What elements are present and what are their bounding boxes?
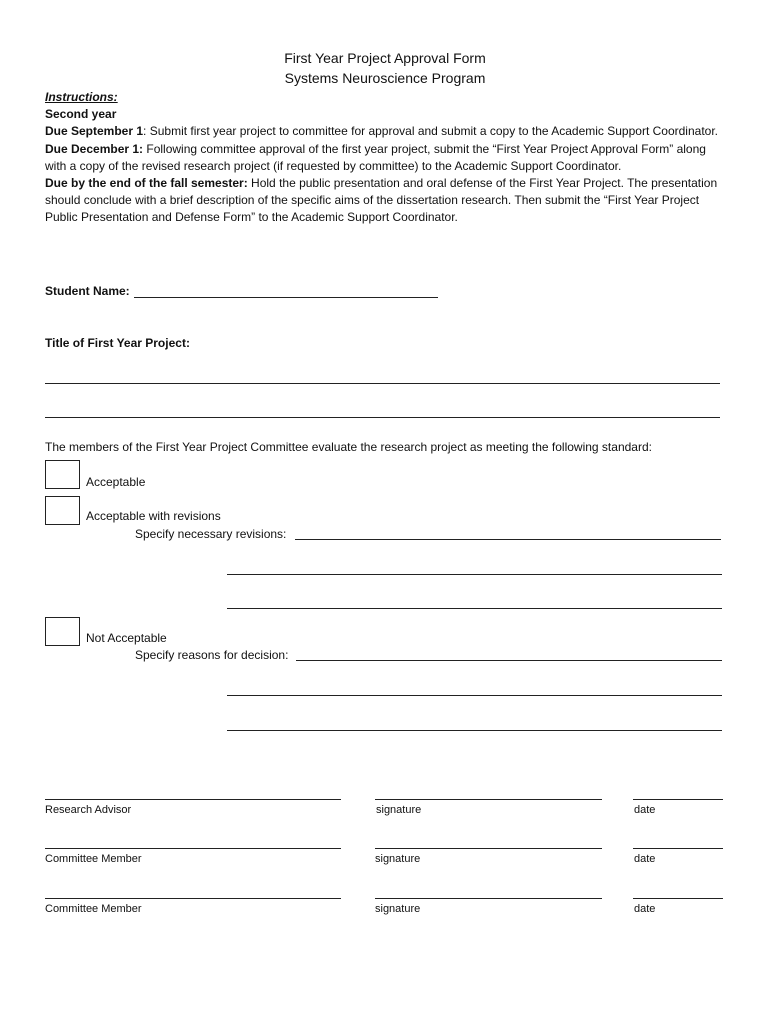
revisions-label: Specify necessary revisions: [135, 527, 287, 541]
not-acceptable-label: Not Acceptable [86, 631, 167, 645]
due-fall-paragraph [45, 175, 725, 227]
revisions-line-2[interactable] [227, 574, 722, 575]
advisor-signature-line[interactable] [375, 799, 602, 800]
member1-signature-line[interactable] [375, 848, 602, 849]
program-subtitle: Systems Neuroscience Program [284, 70, 486, 86]
member1-role-label: Committee Member [45, 853, 142, 865]
member2-role-label: Committee Member [45, 903, 142, 915]
member1-name-line[interactable] [45, 848, 341, 849]
due-december-text: Following committee approval of the first year project, submit the “First Year Project Approval Form” along with a copy of the revised research project (if requested by committee) to the Academic Support Coordinator. [45, 141, 706, 173]
not-acceptable-checkbox[interactable] [45, 617, 80, 646]
member2-date-label: date [634, 903, 656, 915]
project-title-line-1[interactable] [45, 383, 720, 384]
member1-date-line[interactable] [633, 848, 723, 849]
second-year-heading: Second year [45, 107, 117, 122]
due-fall-text: Hold the public presentation and oral defense of the First Year Project. The presentation should conclude with a brief description of the specific aims of the dissertation research. Then submit the “First Year Project Public Presentation and Defense Form” to the Academic Support Coordinator. [45, 176, 718, 225]
reasons-label: Specify reasons for decision: [135, 648, 289, 662]
due-december-paragraph [45, 141, 725, 175]
member2-name-line[interactable] [45, 898, 341, 899]
member1-signature-label: signature [375, 853, 421, 865]
project-title-label: Title of First Year Project: [45, 336, 190, 350]
due-september-paragraph [45, 123, 725, 140]
acceptable-with-revisions-label: Acceptable with revisions [86, 509, 221, 523]
acceptable-checkbox[interactable] [45, 460, 80, 489]
advisor-date-line[interactable] [633, 799, 723, 800]
student-name-field[interactable] [134, 297, 438, 298]
acceptable-label: Acceptable [86, 475, 146, 489]
due-fall-label: Due by the end of the fall semester: [45, 176, 248, 191]
student-name-label: Student Name: [45, 284, 130, 298]
project-title-line-2[interactable] [45, 417, 720, 418]
advisor-role-label: Research Advisor [45, 804, 132, 816]
due-september-text: : Submit first year project to committee for approval and submit a copy to the Academic Support Coordinator. [143, 124, 718, 139]
member2-signature-line[interactable] [375, 898, 602, 899]
member1-date-label: date [634, 853, 656, 865]
evaluation-intro: The members of the First Year Project Committee evaluate the research project as meeting the following standard: [45, 440, 652, 454]
revisions-line-1[interactable] [295, 539, 721, 540]
member2-date-line[interactable] [633, 898, 723, 899]
instructions-block [45, 89, 725, 227]
instructions-heading: Instructions: [45, 90, 118, 104]
due-december-label: Due December 1: [45, 141, 144, 156]
reasons-line-1[interactable] [296, 660, 722, 661]
revisions-line-3[interactable] [227, 608, 722, 609]
advisor-name-line[interactable] [45, 799, 341, 800]
reasons-line-3[interactable] [227, 730, 722, 731]
advisor-date-label: date [634, 804, 656, 816]
member2-signature-label: signature [375, 903, 421, 915]
acceptable-with-revisions-checkbox[interactable] [45, 496, 80, 525]
form-title: First Year Project Approval Form [284, 50, 486, 66]
advisor-signature-label: signature [376, 804, 422, 816]
due-september-label: Due September 1 [45, 124, 144, 139]
reasons-line-2[interactable] [227, 695, 722, 696]
